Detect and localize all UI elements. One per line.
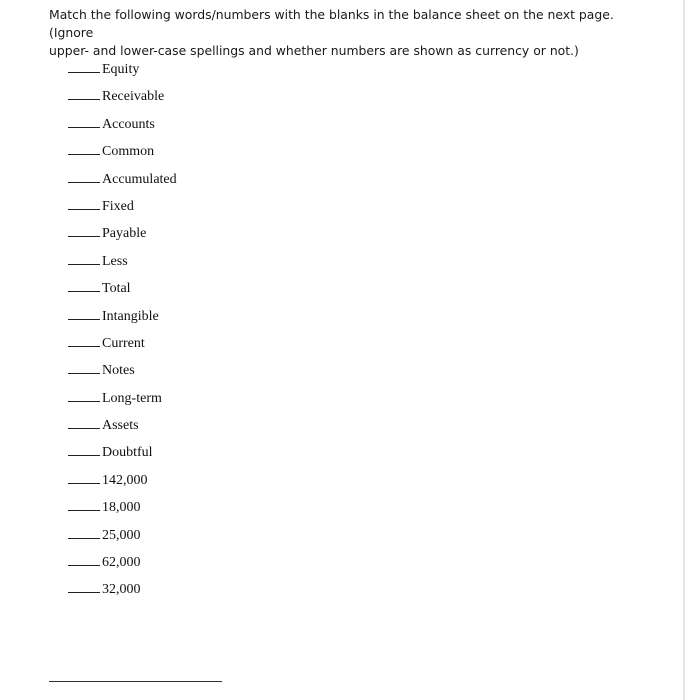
term-label: 18,000: [102, 500, 141, 516]
term-label: 142,000: [102, 472, 148, 488]
term-label: Long-term: [102, 390, 162, 406]
term-row: [68, 333, 177, 360]
term-row: [68, 196, 177, 223]
term-row: [68, 552, 177, 579]
answer-blank: [68, 114, 100, 128]
term-label: Accumulated: [102, 171, 177, 187]
term-label: Current: [102, 335, 145, 351]
term-label: Less: [102, 253, 128, 269]
instructions-line-1: Match the following words/numbers with the blanks in the balance sheet on the next page. (Ignore: [49, 7, 614, 40]
answer-blank: [68, 59, 100, 73]
term-label: Accounts: [102, 116, 155, 132]
term-row: [68, 415, 177, 442]
term-label: Equity: [102, 62, 140, 77]
answer-blank: [68, 169, 100, 183]
term-row: [68, 141, 177, 168]
term-row: [68, 442, 177, 469]
term-row: [68, 306, 177, 333]
term-row: [68, 470, 177, 497]
term-row: [68, 497, 177, 524]
term-label: Total: [102, 281, 131, 297]
answer-blank: [68, 86, 100, 100]
term-row: [68, 278, 177, 305]
term-row: [68, 86, 177, 113]
term-label: 32,000: [102, 582, 141, 598]
term-label: Fixed: [102, 198, 134, 214]
term-label: Notes: [102, 363, 135, 379]
term-row: [68, 388, 177, 415]
answer-blank: [68, 552, 100, 566]
term-label: Intangible: [102, 308, 159, 324]
answer-blank: [68, 470, 100, 484]
answer-blank: [68, 442, 100, 456]
term-list: [68, 59, 177, 607]
term-label: Payable: [102, 226, 147, 242]
answer-blank: [68, 278, 100, 292]
term-label: Doubtful: [102, 445, 153, 461]
term-label: Common: [102, 144, 155, 160]
term-row: [68, 251, 177, 278]
term-label: Receivable: [102, 89, 165, 105]
answer-blank: [68, 306, 100, 320]
term-row: [68, 114, 177, 141]
instructions-line-2: upper- and lower-case spellings and whether numbers are shown as currency or not.): [49, 43, 579, 58]
footnote-divider: [49, 681, 222, 682]
term-label: 25,000: [102, 527, 141, 543]
answer-blank: [68, 251, 100, 265]
answer-blank: [68, 333, 100, 347]
answer-blank: [68, 141, 100, 155]
answer-blank: [68, 415, 100, 429]
term-row: [68, 525, 177, 552]
answer-blank: [68, 497, 100, 511]
term-row: [68, 223, 177, 250]
term-row: [68, 169, 177, 196]
instructions-text: [49, 6, 649, 60]
answer-blank: [68, 196, 100, 210]
term-row: [68, 59, 177, 86]
answer-blank: [68, 360, 100, 374]
answer-blank: [68, 388, 100, 402]
term-label: Assets: [102, 418, 139, 434]
term-row: [68, 579, 177, 606]
answer-blank: [68, 223, 100, 237]
answer-blank: [68, 525, 100, 539]
answer-blank: [68, 579, 100, 593]
term-label: 62,000: [102, 555, 141, 571]
term-row: [68, 360, 177, 387]
